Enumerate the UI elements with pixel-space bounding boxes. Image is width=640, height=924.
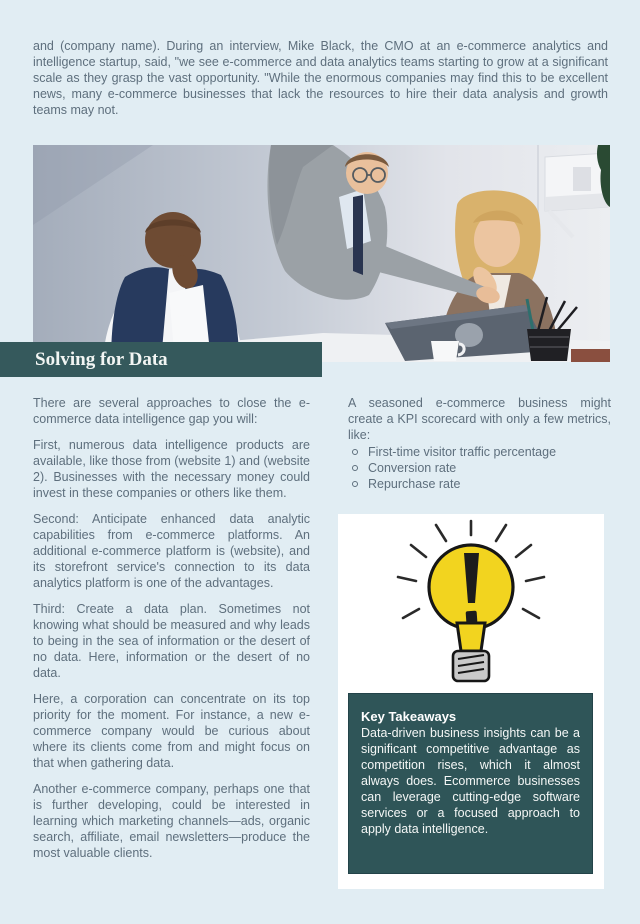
list-item (348, 476, 611, 492)
bullet-circle-icon (352, 449, 358, 455)
team-photo-illustration (33, 145, 610, 362)
lightbulb-illustration (386, 519, 556, 691)
right-column (348, 395, 611, 492)
section-banner (0, 342, 322, 377)
left-paragraph-6: Another e-commerce company, perhaps one that is further developing, could be interested in learning which marketing channels—ads, organic search, affiliate, email newsletters—produce the most valuable clients. (33, 782, 310, 860)
list-item (348, 460, 611, 476)
left-paragraph-3: Second: Anticipate enhanced data analytic capabilities from e-commerce platforms. An additional e-commerce platform is (website), and its storefront service's connection to its data analytics platform is one of the advantages. (33, 512, 310, 590)
kpi-intro: A seasoned e-commerce business might create a KPI scorecard with only a few metrics, like: (348, 396, 611, 442)
left-paragraph-1: There are several approaches to close the e-commerce data intelligence gap you will: (33, 396, 310, 426)
bullet-circle-icon (352, 481, 358, 487)
left-column (33, 395, 310, 871)
left-paragraph-4: Third: Create a data plan. Sometimes not knowing what should be measured and why leads to being in the sea of information or the desert of no data. Here, information or the desert of no data. (33, 602, 310, 680)
team-photo (33, 145, 610, 362)
kpi-item-label: First-time visitor traffic percentage (368, 445, 557, 459)
kpi-item-label: Repurchase rate (368, 477, 461, 491)
key-takeaways-box (348, 693, 593, 874)
section-title: Solving for Data (35, 349, 168, 370)
lightbulb-icon (386, 519, 556, 691)
list-item (348, 444, 611, 460)
key-takeaways-body: Data-driven business insights can be a significant competitive advantage as competition rises, which it almost always does. Ecommerce businesses can leverage cutting-edge software services or a focused approach to apply data intelligence. (361, 726, 580, 836)
desk-tray (571, 349, 610, 362)
info-panel (338, 514, 604, 889)
key-takeaways-title: Key Takeaways (361, 709, 457, 724)
kpi-item-label: Conversion rate (368, 461, 457, 475)
bulb-neck (457, 623, 485, 651)
exclamation-dot (466, 611, 478, 624)
left-paragraph-5: Here, a corporation can concentrate on its top priority for the moment. For instance, a new e-commerce company would be curious about where its clients come from and might focus on that when gathering data. (33, 692, 310, 770)
bullet-circle-icon (352, 465, 358, 471)
left-paragraph-2: First, numerous data intelligence products are available, like those from (website 1) and (website 2). Businesses with the necessary money could invest in these companies or others like them. (33, 438, 310, 500)
kpi-list (348, 444, 611, 492)
intro-paragraph: and (company name). During an interview, Mike Black, the CMO at an e-commerce analytics and intelligence startup, said, "we see e-commerce and data analytics teams starting to grow at a significant scale as they grasp the vast opportunity. "While the enormous companies may find this to be excellent news, many e-commerce businesses that lack the resources to hire their data analysis and growth teams may not. (33, 39, 608, 117)
